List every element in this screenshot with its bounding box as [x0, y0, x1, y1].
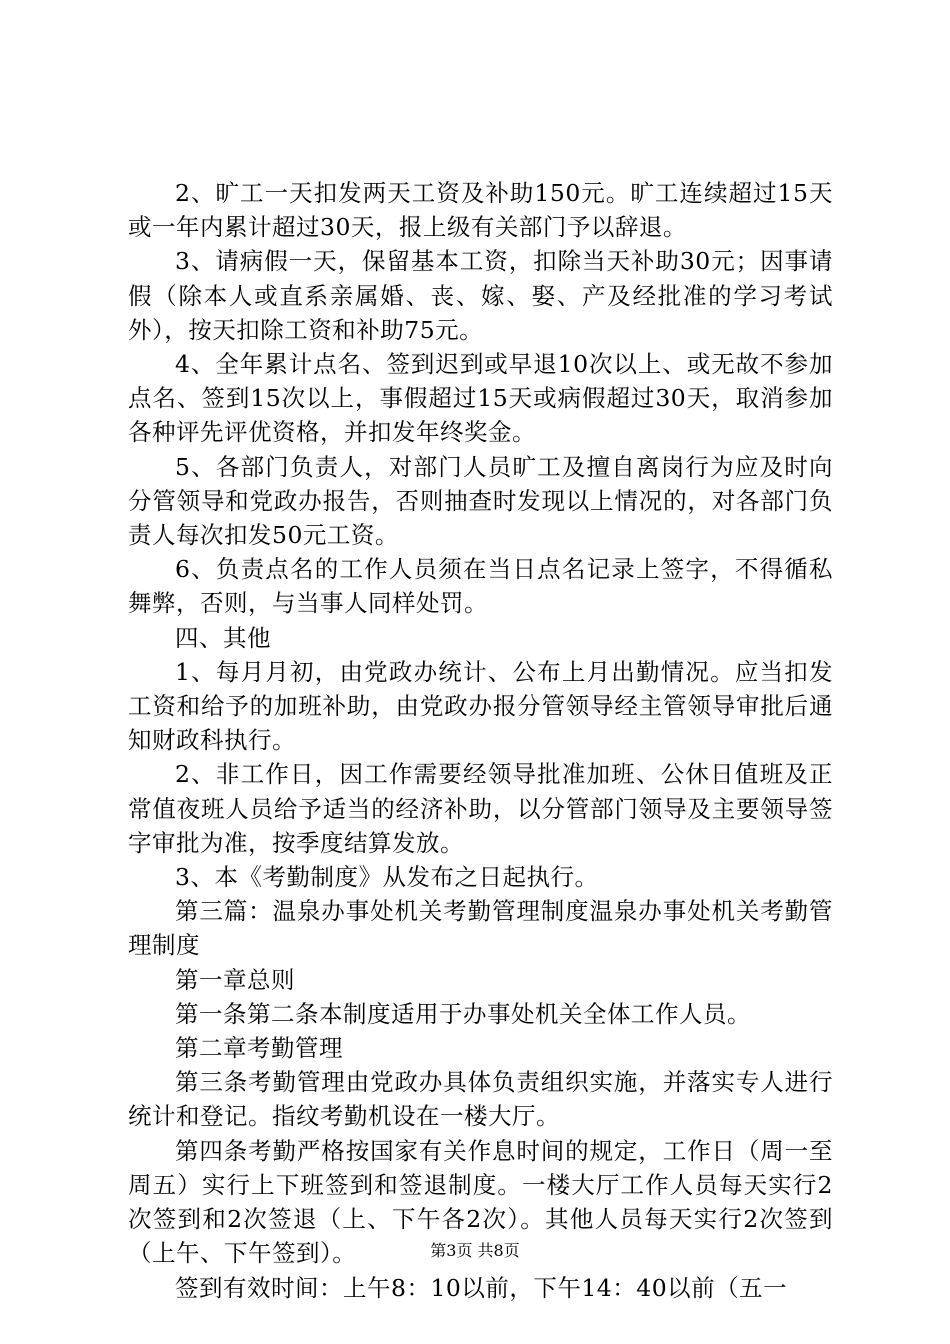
paragraph-16: 签到有效时间：上午8：10以前，下午14：40以前（五一 — [175, 1273, 788, 1302]
paragraph-7: 1、每月月初，由党政办统计、公布上月出勤情况。应当扣发工资和给予的加班补助，由党政办报分管领导经主管领导审批后通知财政科执行。 — [128, 657, 833, 755]
paragraph-2: 3、请病假一天，保留基本工资，扣除当天补助30元；因事请假（除本人或直系亲属婚、丧、嫁、娶、产及经批准的学习考试外），按天扣除工资和补助75元。 — [128, 247, 833, 344]
paragraph-4: 5、各部门负责人，对部门人员旷工及擅自离岗行为应及时向分管领导和党政办报告，否则抽查时发现以上情况的，对各部门负责人每次扣发50元工资。 — [128, 452, 833, 550]
document-body — [128, 176, 833, 1305]
part-three-title: 第三篇：温泉办事处机关考勤管理制度温泉办事处机关考勤管理制度 — [128, 897, 833, 960]
paragraph-12: 第一条第二条本制度适用于办事处机关全体工作人员。 — [175, 999, 751, 1028]
paragraph-9: 3、本《考勤制度》从发布之日起执行。 — [175, 863, 599, 892]
paragraph-8: 2、非工作日，因工作需要经领导批准加班、公休日值班及正常值夜班人员给予适当的经济补助，以分管部门领导及主要领导签字审批为准，按季度结算发放。 — [128, 760, 833, 857]
page-footer: 第3页 共8页 — [430, 1241, 520, 1260]
paragraph-3: 4、全年累计点名、签到迟到或早退10次以上、或无故不参加点名、签到15次以上，事假超过15天或病假超过30天，取消参加各种评先评优资格，并扣发年终奖金。 — [128, 350, 833, 447]
paragraph-14: 第三条考勤管理由党政办具体负责组织实施，并落实专人进行统计和登记。指纹考勤机设在一楼大厅。 — [128, 1068, 833, 1131]
chapter-two-heading: 第二章考勤管理 — [175, 1034, 343, 1063]
paragraph-1: 2、旷工一天扣发两天工资及补助150元。旷工连续超过15天或一年内累计超过30天，报上级有关部门予以辞退。 — [128, 179, 833, 242]
paragraph-5: 6、负责点名的工作人员须在当日点名记录上签字，不得循私舞弊，否则，与当事人同样处罚。 — [128, 555, 833, 618]
section-heading-other: 四、其他 — [175, 623, 271, 652]
paragraph-15: 第四条考勤严格按国家有关作息时间的规定，工作日（周一至周五）实行上下班签到和签退制度。一楼大厅工作人员每天实行2次签到和2次签退（上、下午各2次）。其他人员每天实行2次签到（上午、下午签到）。 — [128, 1136, 833, 1268]
chapter-one-heading: 第一章总则 — [175, 965, 295, 994]
